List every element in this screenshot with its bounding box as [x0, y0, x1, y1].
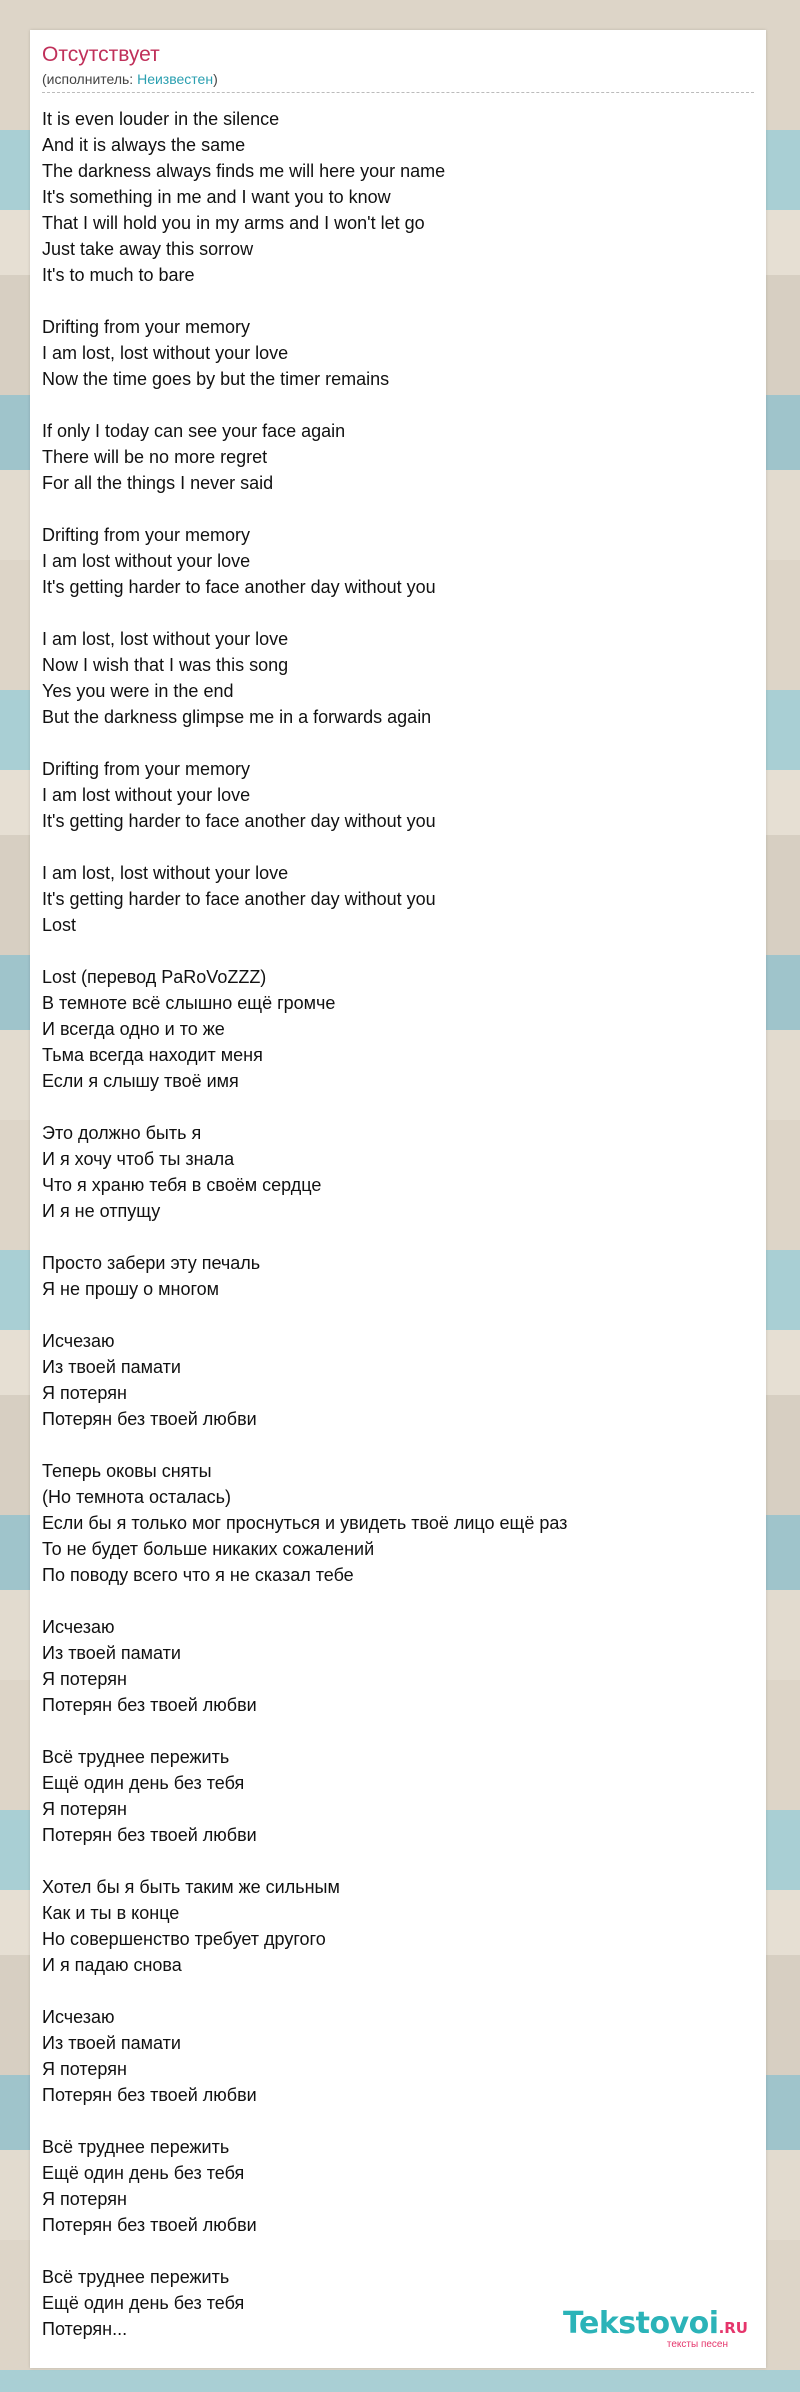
lyric-line: Хотел бы я быть таким же сильным: [42, 1877, 340, 1897]
lyric-line: И я падаю снова: [42, 1955, 182, 1975]
lyric-line: Now the time goes by but the timer remains: [42, 369, 390, 389]
lyric-line: It's to much to bare: [42, 265, 195, 285]
lyric-line: Из твоей памати: [42, 1357, 181, 1377]
artist-prefix: (исполнитель:: [42, 71, 138, 87]
lyric-line: Drifting from your memory: [42, 525, 251, 545]
lyric-line: Я потерян: [42, 1669, 127, 1689]
lyric-line: Just take away this sorrow: [42, 239, 254, 259]
lyric-line: I am lost without your love: [42, 551, 251, 571]
lyric-line: I am lost without your love: [42, 785, 251, 805]
lyric-line: Ещё один день без тебя: [42, 2293, 245, 2313]
lyric-line: Из твоей памати: [42, 1643, 181, 1663]
lyric-line: Я не прошу о многом: [42, 1279, 220, 1299]
lyric-line: But the darkness glimpse me in a forwards again: [42, 707, 432, 727]
lyric-line: Потерян без твоей любви: [42, 2085, 257, 2105]
song-header: [42, 42, 754, 88]
lyric-line: Ещё один день без тебя: [42, 1773, 245, 1793]
lyric-line: Если я слышу твоё имя: [42, 1071, 239, 1091]
lyric-line: Потерян без твоей любви: [42, 1695, 257, 1715]
lyric-line: Потерян без твоей любви: [42, 2215, 257, 2235]
lyric-line: [42, 1224, 754, 1250]
lyric-line: There will be no more regret: [42, 447, 268, 467]
lyric-line: It's something in me and I want you to know: [42, 187, 391, 207]
lyric-line: Now I wish that I was this song: [42, 655, 289, 675]
lyric-line: The darkness always finds me will here your name: [42, 161, 446, 181]
lyric-line: [42, 1718, 754, 1744]
lyric-line: [42, 938, 754, 964]
site-logo[interactable]: [538, 2308, 748, 2350]
lyric-line: [42, 2108, 754, 2134]
lyric-line: Ещё один день без тебя: [42, 2163, 245, 2183]
lyric-line: И я не отпущу: [42, 1201, 161, 1221]
lyric-line: Lost: [42, 915, 77, 935]
lyric-line: Исчезаю: [42, 1331, 115, 1351]
lyric-line: Исчезаю: [42, 1617, 115, 1637]
lyric-line: Потерян...: [42, 2319, 128, 2339]
lyric-line: Я потерян: [42, 2189, 127, 2209]
lyric-line: По поводу всего что я не сказал тебе: [42, 1565, 354, 1585]
lyric-line: Потерян без твоей любви: [42, 1825, 257, 1845]
lyric-line: Если бы я только мог проснуться и увидеть твоё лицо ещё раз: [42, 1513, 568, 1533]
lyric-line: Drifting from your memory: [42, 317, 251, 337]
lyric-line: Просто забери эту печаль: [42, 1253, 261, 1273]
artist-line: [42, 70, 754, 88]
artist-suffix: ): [213, 71, 218, 87]
lyric-line: Lost (перевод PaRoVoZZZ): [42, 967, 267, 987]
logo-name: Tekstovoi: [563, 2306, 719, 2341]
lyric-line: Потерян без твоей любви: [42, 1409, 257, 1429]
lyric-line: [42, 1302, 754, 1328]
lyric-line: Я потерян: [42, 1799, 127, 1819]
lyric-line: [42, 1094, 754, 1120]
lyric-line: That I will hold you in my arms and I won't let go: [42, 213, 425, 233]
lyric-line: Всё труднее пережить: [42, 1747, 230, 1767]
lyric-line: Исчезаю: [42, 2007, 115, 2027]
lyric-line: If only I today can see your face again: [42, 421, 346, 441]
lyric-line: And it is always the same: [42, 135, 246, 155]
lyric-line: For all the things I never said: [42, 473, 274, 493]
lyric-line: В темноте всё слышно ещё громче: [42, 993, 336, 1013]
lyric-line: Всё труднее пережить: [42, 2137, 230, 2157]
lyric-line: It's getting harder to face another day without you: [42, 577, 436, 597]
lyric-line: Как и ты в конце: [42, 1903, 180, 1923]
artist-link[interactable]: Неизвестен: [137, 71, 214, 87]
lyric-line: It is even louder in the silence: [42, 109, 280, 129]
lyric-line: Это должно быть я: [42, 1123, 202, 1143]
lyric-line: [42, 1978, 754, 2004]
lyric-line: Из твоей памати: [42, 2033, 181, 2053]
lyric-line: Всё труднее пережить: [42, 2267, 230, 2287]
lyrics-text: [42, 106, 754, 2342]
header-divider: [42, 92, 754, 93]
lyric-line: It's getting harder to face another day without you: [42, 889, 436, 909]
lyric-line: (Но темнота осталась): [42, 1487, 231, 1507]
song-title: Отсутствует: [42, 43, 160, 66]
lyric-line: Тьма всегда находит меня: [42, 1045, 263, 1065]
lyric-line: Yes you were in the end: [42, 681, 234, 701]
lyric-line: И я хочу чтоб ты знала: [42, 1149, 235, 1169]
lyric-line: [42, 1848, 754, 1874]
lyric-line: I am lost, lost without your love: [42, 343, 289, 363]
lyric-line: [42, 2238, 754, 2264]
lyric-line: Что я храню тебя в своём сердце: [42, 1175, 322, 1195]
lyric-line: [42, 600, 754, 626]
lyric-line: Но совершенство требует другого: [42, 1929, 326, 1949]
logo-tagline: тексты песен: [666, 2339, 728, 2350]
lyric-line: И всегда одно и то же: [42, 1019, 225, 1039]
lyric-line: I am lost, lost without your love: [42, 863, 289, 883]
lyric-line: [42, 730, 754, 756]
lyric-line: [42, 496, 754, 522]
lyrics-card: [30, 30, 766, 2368]
lyric-line: Я потерян: [42, 2059, 127, 2079]
lyric-line: [42, 392, 754, 418]
lyric-line: [42, 834, 754, 860]
lyric-line: [42, 1588, 754, 1614]
logo-tld: .RU: [718, 2319, 748, 2337]
lyric-line: I am lost, lost without your love: [42, 629, 289, 649]
lyric-line: Drifting from your memory: [42, 759, 251, 779]
lyric-line: Я потерян: [42, 1383, 127, 1403]
lyric-line: То не будет больше никаких сожалений: [42, 1539, 375, 1559]
lyric-line: [42, 288, 754, 314]
lyric-line: [42, 1432, 754, 1458]
lyric-line: It's getting harder to face another day without you: [42, 811, 436, 831]
lyric-line: Теперь оковы сняты: [42, 1461, 212, 1481]
